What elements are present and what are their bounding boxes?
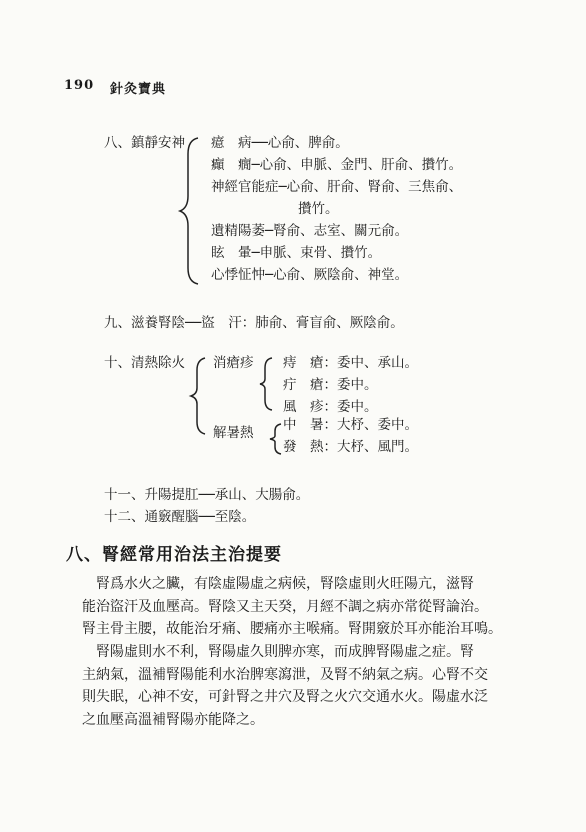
section-10-group-2-item-1: 中 暑：大杼、委中。 [283,417,418,433]
section-8-item-2: 癲 癇─心俞、申脈、金門、肝俞、攢竹。 [211,157,463,173]
paragraph-2-line-2: 主納氣，溫補腎陽能利水治脾寒瀉泄，及腎不納氣之病。心腎不交 [82,666,488,683]
section-11: 十一、升陽提肛──承山、大腸俞。 [104,487,310,503]
section-12: 十二、通竅醒腦──至陰。 [104,509,256,525]
section-8-item-3: 神經官能症─心俞、肝俞、腎俞、三焦俞、 [211,179,463,195]
paragraph-1-line-3: 腎主骨主腰，故能治牙痛、腰痛亦主喉痛。腎開竅於耳亦能治耳鳴。 [82,621,502,637]
section-10-group-2-brace [268,422,284,456]
section-8-brace [178,136,202,286]
section-8-item-3-cont: 攢竹。 [298,201,339,217]
paragraph-2 [82,641,512,731]
section-10-brace [189,356,209,436]
paragraph-1 [82,573,512,641]
paragraph-2-line-3: 則失眠，心神不安，可針腎之井穴及腎之火穴交通水火。陽虛水泛 [82,689,488,705]
paragraph-2-line-4: 之血壓高溫補腎陽亦能降之。 [82,711,264,728]
section-10-group-1-item-3: 風 疹：委中。 [283,399,378,415]
section-9: 九、滋養腎陰──盜 汗：肺俞、膏盲俞、厥陰俞。 [104,315,404,331]
book-title: 針灸寶典 [110,82,167,97]
section-10-group-1-item-2: 疔 瘡：委中。 [283,377,378,393]
chapter-heading: 八、腎經常用治法主治提要 [66,545,282,565]
section-10-group-2-label: 解暑熱 [213,425,254,441]
paragraph-1-line-2: 能治盜汗及血壓高。腎陰又主天癸，月經不調之病亦常從腎論治。 [82,598,488,615]
paragraph-2-line-1: 腎陽虛則水不利，腎陽虛久則脾亦寒，而成脾腎陽虛之症。腎 [82,644,474,660]
paragraph-1-line-1: 腎爲水火之臟，有陰虛陽虛之病候，腎陰虛則火旺陽亢，滋腎 [82,576,474,592]
section-8-label: 八、鎮靜安神 [104,135,185,151]
section-8-item-5: 眩 暈─申脈、束骨、攢竹。 [211,245,382,261]
section-8-item-4: 遺精陽萎─腎俞、志室、關元俞。 [211,223,409,239]
section-10-group-1-item-1: 痔 瘡：委中、承山。 [283,355,418,371]
section-10-group-1-label: 消瘡疹 [213,355,254,371]
section-10-group-1-brace [258,356,276,412]
section-10-group-2-item-2: 發 熱：大杼、風門。 [283,439,418,455]
section-8-item-6: 心悸怔忡─心俞、厥陰俞、神堂。 [211,267,409,283]
section-10-label: 十、清熱除火 [104,355,185,371]
section-8-item-1: 癔 病──心俞、脾俞。 [211,135,349,151]
page-number: 190 [64,78,95,93]
